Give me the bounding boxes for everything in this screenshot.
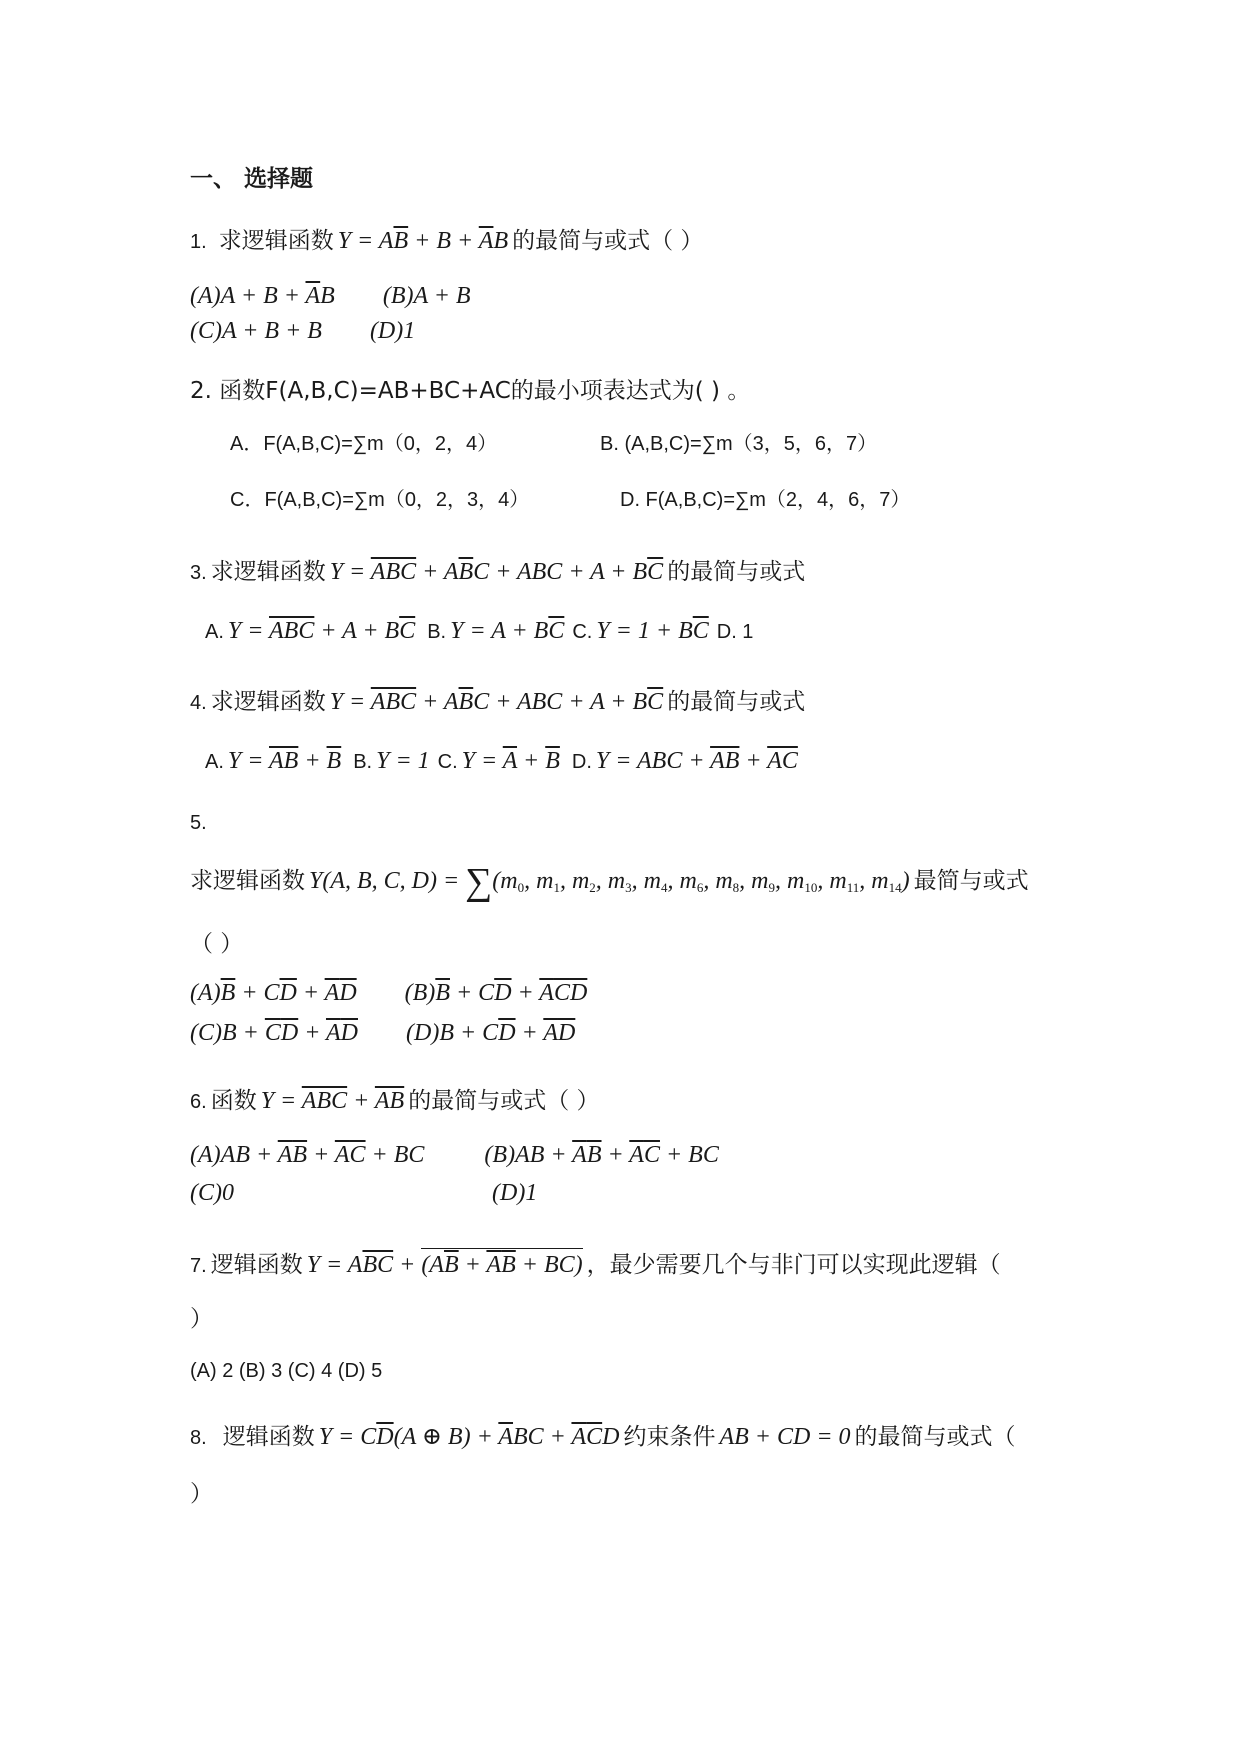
question-number: 4. xyxy=(190,692,207,714)
option-a-label: A. xyxy=(205,751,224,773)
option-c-formula: $Y = 1 + B\overline{C}$ xyxy=(596,618,709,644)
question-prompt: 求逻辑函数 xyxy=(190,868,305,894)
question-prompt: 函数 xyxy=(210,1088,257,1114)
question-prompt: 求逻辑函数 xyxy=(218,228,334,254)
option-a-formula: $Y = \overline{ABC} + A + B\overline{C}$ xyxy=(227,618,416,644)
q6-option-c: (C)0 xyxy=(190,1180,234,1206)
option-a-label: (A) xyxy=(190,1142,221,1168)
option-c-label: C. xyxy=(437,751,458,773)
question-5-paren: （ ） xyxy=(190,931,244,957)
option-d-label: D. xyxy=(571,751,592,773)
q5-options-row-1: $(A)\overline{B} + C\overline{D} + \overline{A}\overline{D}$ $(B)\overline{B} + C\overline{D} + \overline{A}\overline{C}\overline{D}$ xyxy=(190,980,588,1006)
question-suffix: 的最简与或式 xyxy=(667,559,806,585)
question-number: 6. xyxy=(190,1091,207,1113)
option-b-label: B. xyxy=(353,751,373,773)
formula: $Y = \overline{ABC} + A\overline{B}C$ + ABC + $A + B\overline{C}$ xyxy=(329,559,664,585)
formula: $Y = \overline{ABC} + \overline{AB}$ xyxy=(260,1088,405,1114)
question-5-number: 5. xyxy=(190,812,207,834)
q2-option-d: D. F(A,B,C)=∑m（2，4，6，7） xyxy=(620,489,911,511)
q2-option-a: A．F(A,B,C)=∑m（0，2，4） xyxy=(230,433,498,455)
option-d-label: (D) xyxy=(406,1020,440,1046)
question-8-wrap: ） xyxy=(190,1481,213,1507)
question-prompt: 逻辑函数 xyxy=(210,1252,303,1278)
option-b-label: (B) xyxy=(484,1142,516,1168)
option-a-label: (A) xyxy=(190,980,221,1006)
q3-options xyxy=(205,618,753,645)
question-4 xyxy=(190,683,805,716)
q1-options-row-1: $(A)A + B + \overline{A}B$ (B)A + B xyxy=(190,283,471,309)
question-prompt: 求逻辑函数 xyxy=(210,559,326,585)
formula: $Y = \overline{ABC} + A\overline{B}C$ + ABC + $A + B\overline{C}$ xyxy=(329,689,664,715)
question-3 xyxy=(190,553,805,586)
question-8 xyxy=(190,1418,1016,1451)
question-1 xyxy=(190,222,703,255)
question-prompt: 逻辑函数 xyxy=(222,1424,315,1450)
formula: Y(A, B, C, $D) = \sum(m_0$, $m_1$, $m_2$, $m_3$, $m_4$, $m_6$, $m_8$, $m_9$, $m_{10}$, $m_{11}$, $m_{14}$) xyxy=(309,861,910,903)
option-b-label: (B) xyxy=(382,283,414,309)
section-title: 一、 选择题 xyxy=(190,166,314,192)
option-c-formula: $Y = \overline{A} + \overline{B}$ xyxy=(461,748,560,774)
question-number: 7. xyxy=(190,1255,207,1277)
option-a-label: (A) xyxy=(190,283,221,309)
option-b-formula: $Y = A + B\overline{C}$ xyxy=(450,618,565,644)
q6-option-d: (D)1 xyxy=(492,1180,538,1206)
q5-options-row-2: $(C)B + \overline{C}\overline{D} + \overline{A}\overline{D}$ $(D)B + C\overline{D} + \overline{A}\overline{D}$ xyxy=(190,1020,576,1046)
option-c-label: (C) xyxy=(190,318,222,344)
question-suffix: 的最简与或式（ ） xyxy=(512,228,704,254)
option-b-label: (B) xyxy=(404,980,436,1006)
question-suffix: ，最少需要几个与非门可以实现此逻辑（ xyxy=(586,1252,1001,1278)
formula: $Y = A\overline{BC}$ + $(A\overline{B} + \overline{A}\overline{B} + BC)$ xyxy=(307,1252,583,1278)
option-a-formula: $Y = \overline{AB} + \overline{B}$ xyxy=(227,748,342,774)
q6-options-row-1: $(A)AB + \overline{A}\overline{B} + \overline{A}\overline{C}$ + BC $(B)AB + \overline{A}\overline{B} + \overline{A}\overline{C}$ + BC xyxy=(190,1142,719,1168)
question-suffix: 最简与或式 xyxy=(913,868,1029,894)
option-c-label: C. xyxy=(572,621,593,643)
q4-options xyxy=(205,748,798,775)
question-suffix: 的最简与或式 xyxy=(667,689,806,715)
option-a-label: A. xyxy=(205,621,224,643)
q2-option-c: C．F(A,B,C)=∑m（0，2，3，4） xyxy=(230,489,530,511)
option-c-label: (C) xyxy=(190,1020,222,1046)
option-d: D. 1 xyxy=(716,621,754,643)
question-number: 1. xyxy=(190,231,207,253)
option-d: (D)1 xyxy=(369,318,416,344)
question-7 xyxy=(190,1246,1001,1279)
constraint-formula: AB + CD = 0 xyxy=(719,1424,851,1450)
question-number: 8. xyxy=(190,1427,207,1449)
q1-options-row-2: (C)A + B + B (D)1 xyxy=(190,318,416,344)
constraint-label: 约束条件 xyxy=(623,1424,716,1450)
option-b-label: B. xyxy=(427,621,447,643)
option-b-formula: Y = 1 xyxy=(376,748,430,774)
question-number: 3. xyxy=(190,562,207,584)
q7-options: (A) 2 (B) 3 (C) 4 (D) 5 xyxy=(190,1360,383,1382)
question-suffix: 的最简与或式（ xyxy=(854,1424,1016,1450)
question-5 xyxy=(190,860,1029,904)
question-7-wrap: ） xyxy=(190,1306,213,1332)
q2-option-b: B. (A,B,C)=∑m（3，5，6，7） xyxy=(600,433,878,455)
question-2: 2. 函数F(A,B,C)=AB+BC+AC的最小项表达式为( ) 。 xyxy=(190,378,751,404)
option-d-formula: Y = ABC + $\overline{AB} + \overline{AC}$ xyxy=(595,748,798,774)
formula: $Y = A\overline{B} + B + \overline{A}B$ xyxy=(337,228,509,254)
question-suffix: 的最简与或式（ ） xyxy=(408,1088,600,1114)
question-prompt: 求逻辑函数 xyxy=(210,689,326,715)
formula: $Y = C\overline{D}(A$ ⊕ $B) + \overline{A}BC + \overline{A}\overline{C}D$ xyxy=(318,1424,620,1450)
question-6 xyxy=(190,1082,600,1115)
